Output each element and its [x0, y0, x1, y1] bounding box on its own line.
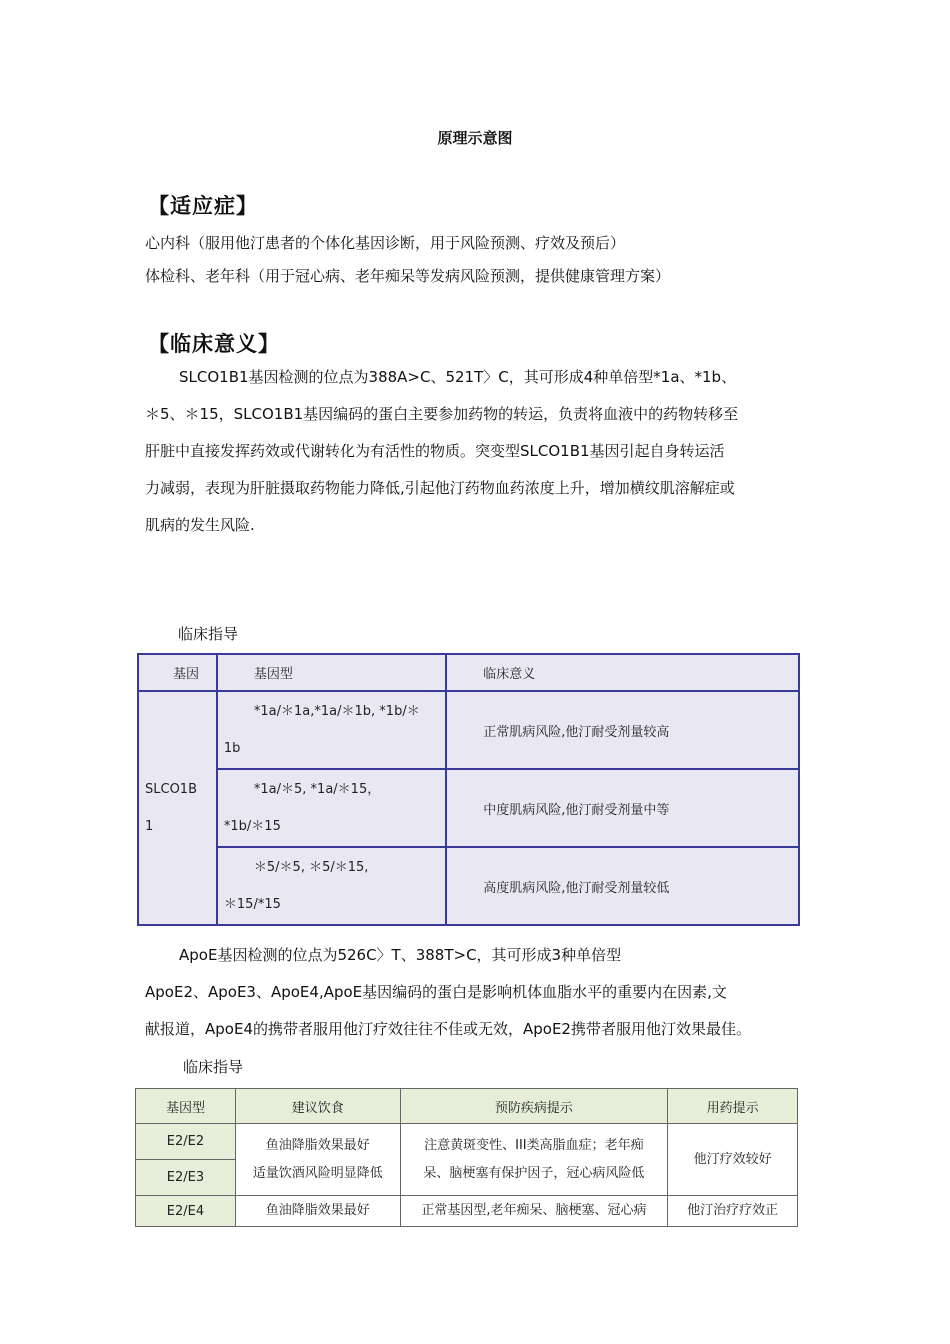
- table2-genotype-cell: E2/E3: [136, 1160, 236, 1196]
- para1-line-5: 肌病的发生风险.: [145, 516, 255, 534]
- table2-header-medication: 用药提示: [668, 1089, 798, 1124]
- indication-line-1: 心内科（服用他汀患者的个体化基因诊断，用于风险预测、疗效及预后）: [145, 234, 626, 252]
- para1-line-1: SLCO1B1基因检测的位点为388A>C、521T〉C，其可形成4种单倍型*1a、*1b、: [179, 368, 737, 386]
- prevention-line-1: 注意黄斑变性、III类高脂血症；老年痴: [424, 1137, 644, 1153]
- table1-gene-line-1: SLCO1B: [145, 782, 197, 797]
- table-row: [138, 691, 799, 769]
- prevention-line-2: 呆、脑梗塞有保护因子，冠心病风险低: [423, 1165, 645, 1181]
- table-row: [138, 847, 799, 925]
- genotype-line-2: *1b/＊15: [223, 819, 281, 834]
- para2-line-3: 献报道，ApoE4的携带者服用他汀疗效往往不佳或无效，ApoE2携带者服用他汀效果最佳。: [145, 1020, 751, 1038]
- table2-header-diet: 建议饮食: [235, 1089, 400, 1124]
- table1-meaning-cell: 正常肌病风险,他汀耐受剂量较高: [446, 691, 799, 769]
- slco1b1-paragraph: [145, 359, 810, 544]
- para2-line-1: ApoE基因检测的位点为526C〉T、388T>C，其可形成3种单倍型: [179, 946, 622, 964]
- table2-genotype-cell: E2/E4: [136, 1196, 236, 1227]
- table1-header-gene: 基因: [138, 654, 217, 691]
- diet-line-2: 适量饮酒风险明显降低: [252, 1165, 383, 1181]
- indication-line-2: 体检科、老年科（用于冠心病、老年痴呆等发病风险预测，提供健康管理方案）: [145, 267, 671, 285]
- table-row: [136, 1124, 798, 1160]
- para1-line-3: 肝脏中直接发挥药效或代谢转化为有活性的物质。突变型SLCO1B1基因引起自身转运活: [145, 442, 725, 460]
- para2-line-2: ApoE2、ApoE3、ApoE4,ApoE基因编码的蛋白是影响机体血脂水平的重要内在因素,文: [145, 983, 727, 1001]
- table1-meaning-cell: 高度肌病风险,他汀耐受剂量较低: [446, 847, 799, 925]
- table1-gene-line-2: 1: [145, 819, 154, 834]
- clinical-significance-heading: 【临床意义】: [148, 332, 280, 356]
- table1-gene-cell: [138, 691, 217, 925]
- table2-header-prevention: 预防疾病提示: [400, 1089, 668, 1124]
- table1-genotype-cell: [217, 769, 446, 847]
- table1-header-meaning: 临床意义: [446, 654, 799, 691]
- table1-meaning-cell: 中度肌病风险,他汀耐受剂量中等: [446, 769, 799, 847]
- table2-prevention-cell: 正常基因型,老年痴呆、脑梗塞、冠心病: [400, 1196, 668, 1227]
- table1-genotype-cell: [217, 691, 446, 769]
- table1-label: 临床指导: [178, 625, 239, 643]
- genotype-line-2: 1b: [223, 741, 241, 756]
- diet-line-1: 鱼油降脂效果最好: [265, 1137, 370, 1153]
- table2-diet-cell: [235, 1124, 400, 1196]
- table2-medication-cell: 他汀疗效较好: [668, 1124, 798, 1196]
- table-row: [136, 1196, 798, 1227]
- table2-label: 临床指导: [183, 1058, 244, 1076]
- table2-diet-cell: 鱼油降脂效果最好: [235, 1196, 400, 1227]
- para1-line-2: ＊5、＊15，SLCO1B1基因编码的蛋白主要参加药物的转运，负责将血液中的药物转移至: [145, 405, 739, 423]
- table1-genotype-cell: [217, 847, 446, 925]
- slco1b1-guidance-table: [137, 653, 800, 926]
- genotype-line-1: *1a/＊5, *1a/＊15，: [253, 782, 381, 797]
- table-row: [138, 769, 799, 847]
- genotype-line-2: ＊15/*15: [223, 897, 281, 912]
- apoe-paragraph: [145, 937, 845, 1048]
- table1-header-genotype: 基因型: [217, 654, 446, 691]
- para1-line-4: 力减弱，表现为肝脏摄取药物能力降低,引起他汀药物血药浓度上升，增加横纹肌溶解症或: [145, 479, 735, 497]
- table2-prevention-cell: [400, 1124, 668, 1196]
- figure-caption: 原理示意图: [437, 129, 513, 147]
- apoe-guidance-table: [135, 1088, 798, 1227]
- indications-heading: 【适应症】: [148, 194, 258, 218]
- table1-header-row: [138, 654, 799, 691]
- table2-header-genotype: 基因型: [136, 1089, 236, 1124]
- table2-header-row: [136, 1089, 798, 1124]
- table2-medication-cell: 他汀治疗疗效正: [668, 1196, 798, 1227]
- genotype-line-1: ＊5/＊5, ＊5/＊15,: [253, 860, 369, 875]
- table2-genotype-cell: E2/E2: [136, 1124, 236, 1160]
- genotype-line-1: *1a/＊1a,*1a/＊1b, *1b/＊: [253, 704, 420, 719]
